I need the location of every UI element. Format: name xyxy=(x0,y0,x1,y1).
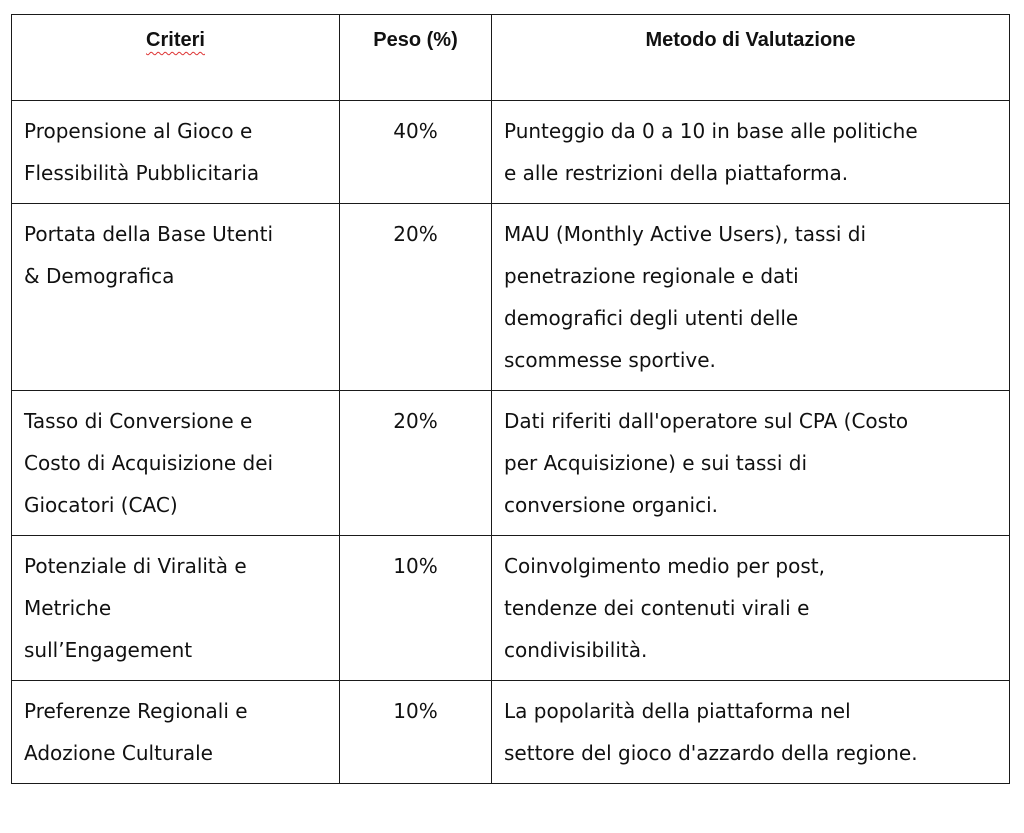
table-row xyxy=(12,536,1010,681)
weight-text: 20% xyxy=(393,409,438,433)
weight-text: 40% xyxy=(393,119,438,143)
method-text: Coinvolgimento medio per post, tendenze dei contenuti virali e condivisibilità. xyxy=(504,554,825,662)
weight-text: 10% xyxy=(393,699,438,723)
header-criteria-label: Criteri xyxy=(146,29,205,51)
criteria-cell xyxy=(12,101,340,204)
method-text: La popolarità della piattaforma nel settore del gioco d'azzardo della regione. xyxy=(504,699,918,765)
criteria-table xyxy=(11,14,1010,784)
criteria-text: Portata della Base Utenti & Demografica xyxy=(24,222,274,288)
header-method xyxy=(492,15,1010,101)
method-text: Dati riferiti dall'operatore sul CPA (Costo per Acquisizione) e sui tassi di conversione organici. xyxy=(504,409,909,517)
table-header-row xyxy=(12,15,1010,101)
method-cell xyxy=(492,681,1010,784)
table-row xyxy=(12,204,1010,391)
criteria-text: Propensione al Gioco e Flessibilità Pubblicitaria xyxy=(24,119,260,185)
method-text: Punteggio da 0 a 10 in base alle politiche e alle restrizioni della piattaforma. xyxy=(504,119,918,185)
table-row xyxy=(12,101,1010,204)
criteria-cell xyxy=(12,536,340,681)
method-cell xyxy=(492,536,1010,681)
method-text: MAU (Monthly Active Users), tassi di penetrazione regionale e dati demografici degli utenti delle scommesse sportive. xyxy=(504,222,867,372)
weight-cell xyxy=(340,536,492,681)
table-row xyxy=(12,681,1010,784)
weight-cell xyxy=(340,204,492,391)
criteria-text: Potenziale di Viralità e Metriche sull’Engagement xyxy=(24,554,247,662)
method-cell xyxy=(492,204,1010,391)
header-method-label: Metodo di Valutazione xyxy=(645,29,856,51)
weight-text: 20% xyxy=(393,222,438,246)
criteria-cell xyxy=(12,681,340,784)
weight-cell xyxy=(340,681,492,784)
weight-cell xyxy=(340,391,492,536)
method-cell xyxy=(492,391,1010,536)
weight-cell xyxy=(340,101,492,204)
header-weight xyxy=(340,15,492,101)
criteria-text: Tasso di Conversione e Costo di Acquisizione dei Giocatori (CAC) xyxy=(24,409,274,517)
criteria-text: Preferenze Regionali e Adozione Culturale xyxy=(24,699,248,765)
method-cell xyxy=(492,101,1010,204)
header-criteria xyxy=(12,15,340,101)
criteria-cell xyxy=(12,391,340,536)
table-row xyxy=(12,391,1010,536)
weight-text: 10% xyxy=(393,554,438,578)
criteria-cell xyxy=(12,204,340,391)
header-weight-label: Peso (%) xyxy=(373,29,458,51)
